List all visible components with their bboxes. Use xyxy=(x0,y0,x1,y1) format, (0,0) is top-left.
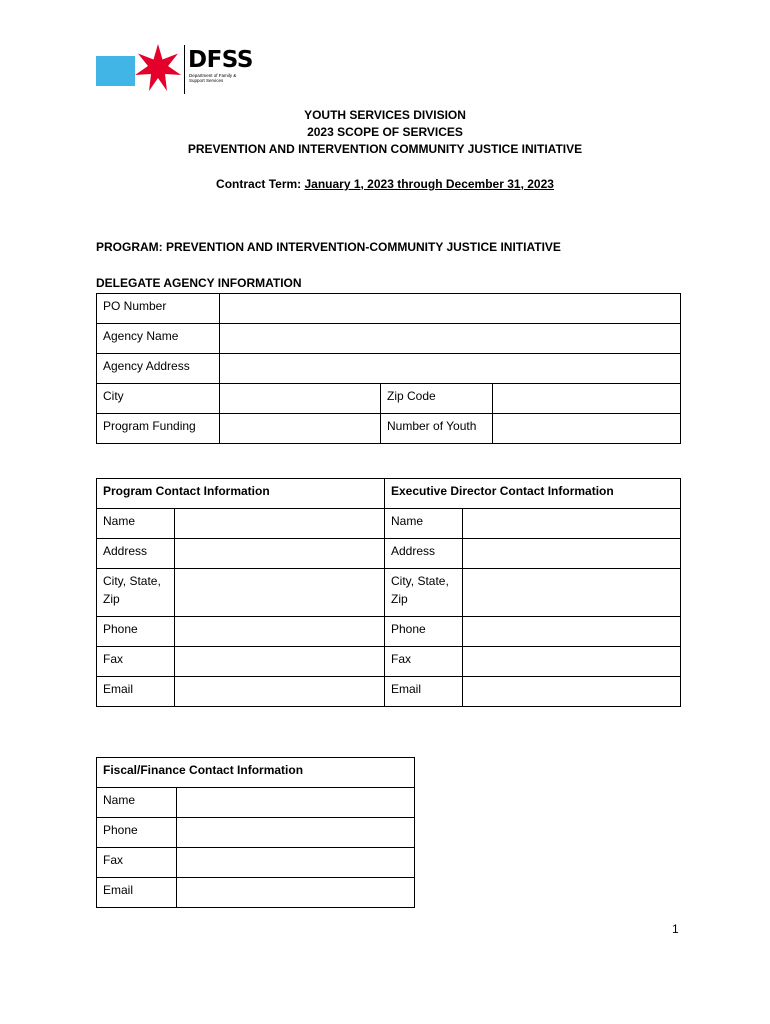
exec-zip-text: Zip xyxy=(391,592,408,606)
header-initiative: PREVENTION AND INTERVENTION COMMUNITY JUSTICE INITIATIVE xyxy=(187,142,583,156)
agency-address-label: Agency Address xyxy=(97,354,220,384)
exec-email-field[interactable] xyxy=(463,677,681,707)
fiscal-fax-label: Fax xyxy=(97,848,177,878)
logo-text: DFSS xyxy=(188,47,253,73)
number-of-youth-field[interactable] xyxy=(493,414,681,444)
logo-separator xyxy=(184,45,185,94)
exec-fax-field[interactable] xyxy=(463,647,681,677)
exec-phone-field[interactable] xyxy=(463,617,681,647)
agency-address-field[interactable] xyxy=(220,354,681,384)
fiscal-email-label: Email xyxy=(97,878,177,908)
exec-city-state-zip-label xyxy=(385,569,463,617)
number-of-youth-label: Number of Youth xyxy=(381,414,493,444)
fiscal-contact-table xyxy=(96,757,415,908)
exec-city-state-text: City, State, xyxy=(391,574,449,588)
program-phone-field[interactable] xyxy=(175,617,385,647)
chicago-star-icon xyxy=(135,44,181,94)
exec-fax-label: Fax xyxy=(385,647,463,677)
city-field[interactable] xyxy=(220,384,381,414)
contract-term-label: Contract Term: xyxy=(216,177,305,191)
header-scope: 2023 SCOPE OF SERVICES xyxy=(307,125,463,139)
fiscal-phone-label: Phone xyxy=(97,818,177,848)
program-email-field[interactable] xyxy=(175,677,385,707)
delegate-title: DELEGATE AGENCY INFORMATION xyxy=(96,276,302,290)
program-funding-label: Program Funding xyxy=(97,414,220,444)
exec-name-field[interactable] xyxy=(463,509,681,539)
city-label: City xyxy=(97,384,220,414)
agency-name-label: Agency Name xyxy=(97,324,220,354)
program-title: PROGRAM: PREVENTION AND INTERVENTION-COMMUNITY JUSTICE INITIATIVE xyxy=(96,240,561,254)
program-name-label: Name xyxy=(97,509,175,539)
program-name-field[interactable] xyxy=(175,509,385,539)
program-city-state-text: City, State, xyxy=(103,574,161,588)
exec-director-contact-title: Executive Director Contact Information xyxy=(385,479,681,509)
exec-phone-label: Phone xyxy=(385,617,463,647)
program-address-label: Address xyxy=(97,539,175,569)
logo-blue-block xyxy=(96,56,135,86)
program-address-field[interactable] xyxy=(175,539,385,569)
program-phone-label: Phone xyxy=(97,617,175,647)
program-funding-field[interactable] xyxy=(220,414,381,444)
po-number-field[interactable] xyxy=(220,294,681,324)
program-city-state-zip-field[interactable] xyxy=(175,569,385,617)
fiscal-email-field[interactable] xyxy=(177,878,415,908)
exec-address-field[interactable] xyxy=(463,539,681,569)
contact-info-table xyxy=(96,478,681,707)
program-contact-title: Program Contact Information xyxy=(97,479,385,509)
program-fax-field[interactable] xyxy=(175,647,385,677)
exec-address-label: Address xyxy=(385,539,463,569)
exec-name-label: Name xyxy=(385,509,463,539)
po-number-label: PO Number xyxy=(97,294,220,324)
zip-code-field[interactable] xyxy=(493,384,681,414)
contract-term-value: January 1, 2023 through December 31, 2023 xyxy=(304,177,554,191)
program-city-state-zip-label xyxy=(97,569,175,617)
exec-city-state-zip-field[interactable] xyxy=(463,569,681,617)
exec-email-label: Email xyxy=(385,677,463,707)
zip-code-label: Zip Code xyxy=(381,384,493,414)
program-zip-text: Zip xyxy=(103,592,120,606)
fiscal-name-field[interactable] xyxy=(177,788,415,818)
fiscal-fax-field[interactable] xyxy=(177,848,415,878)
header-division: YOUTH SERVICES DIVISION xyxy=(304,108,466,122)
fiscal-contact-title: Fiscal/Finance Contact Information xyxy=(97,758,415,788)
delegate-agency-table xyxy=(96,293,681,444)
contract-term xyxy=(0,176,770,192)
program-email-label: Email xyxy=(97,677,175,707)
program-fax-label: Fax xyxy=(97,647,175,677)
page-number: 1 xyxy=(672,922,679,936)
logo-subtext: Department of Family & Support Services xyxy=(189,73,237,83)
agency-name-field[interactable] xyxy=(220,324,681,354)
fiscal-name-label: Name xyxy=(97,788,177,818)
fiscal-phone-field[interactable] xyxy=(177,818,415,848)
